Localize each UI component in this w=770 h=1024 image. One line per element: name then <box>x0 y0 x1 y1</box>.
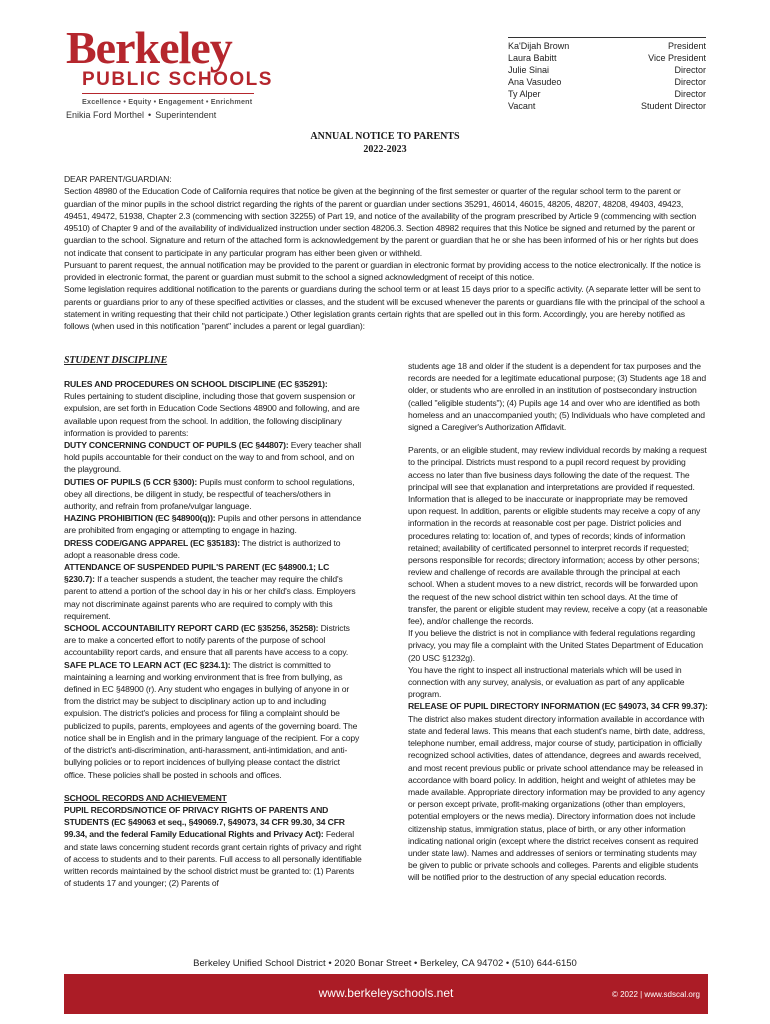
duty-heading: DUTY CONCERNING CONDUCT OF PUPILS (EC §44807): <box>64 440 289 451</box>
board-member-role: Student Director <box>640 101 706 111</box>
board-member-role: President <box>667 41 706 51</box>
logo-divider <box>82 93 254 94</box>
hazing-paragraph <box>64 512 362 536</box>
records-paragraph <box>64 804 362 889</box>
records-heading: PUPIL RECORDS/NOTICE OF PRIVACY RIGHTS OF PARENTS AND STUDENTS (EC §49063 et seq., §49069.7, §49073, 34 CFR 99.30, 34 CFR 99.34, and the federal Family Educational Rights and Privacy Act): <box>64 804 345 840</box>
board-member-role: Vice President <box>648 53 706 63</box>
board-member-name: Ka'Dijah Brown <box>508 41 570 51</box>
safe-place-body: The district is committed to maintaining a learning and working environment that is free from bullying, as defined in EC §48900 (r). Any student who engages in bullying of anyone in or from the district may be subject to disciplinary action up to and including expulsion. The district's policies and process for filing a complaint should be publicized to pupils, parents, employees and agents of the governing board. The notice shall be in English and in the primary language of the recipient. For a copy of the district's anti-discrimination, anti-harassment, anti-intimidation, and anti-bullying policies or to report incidences of bullying please contact the district office. These policies shall be posted in schools and offices. <box>64 659 360 780</box>
dress-heading: DRESS CODE/GANG APPAREL (EC §35183): <box>64 537 240 548</box>
board-member-role: Director <box>674 89 706 99</box>
section-title-discipline: STUDENT DISCIPLINE <box>64 355 168 366</box>
board-member-role: Director <box>674 77 706 87</box>
website-link[interactable]: www.berkeleyschools.net <box>318 986 454 1000</box>
section-title-records: SCHOOL RECORDS AND ACHIEVEMENT <box>64 792 227 803</box>
board-member-name: Ana Vasudeo <box>508 77 562 87</box>
board-row <box>508 100 706 112</box>
copyright-notice: © 2022 | www.sdscal.org <box>611 990 700 999</box>
sarc-paragraph <box>64 622 362 659</box>
dress-paragraph <box>64 537 362 561</box>
directory-info-paragraph <box>408 700 708 883</box>
logo-tagline: Excellence • Equity • Engagement • Enrichment <box>82 97 253 106</box>
district-logo <box>66 22 296 106</box>
board-row <box>508 64 706 76</box>
directory-info-body: The district also makes student directory information available in accordance with state and federal laws. This means that each student's name, birth date, address, telephone number, email address, major course of study, participation in officially recognized school activities, dates of attendance, degrees and awards received, and most recent previous public or private school attendance may be released in accordance with board policy. In addition, height and weight of athletes may be made available. Appropriate directory information may be provided to any agency or person except private, profit-making organizations (other than employers, potential employers or the news media). Directory information does not include citizenship status, immigration status, place of birth, or any other information indicating national origin (except where the district receives consent as required under state law). Names and addresses of seniors or terminating students may be given to public or private schools and colleges. Parents and eligible students will be notified prior to the destruction of any special education records. <box>408 713 705 883</box>
superintendent-title: Superintendent <box>155 110 217 120</box>
intro-section <box>64 173 708 332</box>
rules-body: Rules pertaining to student discipline, including those that govern suspension or expulsion, are set forth in Education Code Sections 48900 and following, and are available upon request from the school. In addition, the following disciplinary information is provided to parents: <box>64 391 360 438</box>
directory-info-heading: RELEASE OF PUPIL DIRECTORY INFORMATION (EC §49073, 34 CFR 99.37): <box>408 701 708 712</box>
duties-body: Pupils must conform to school regulations, obey all directions, be diligent in study, be respectful of teachers/others in authority, and refrain from profane/vulgar language. <box>64 476 355 512</box>
page-title: ANNUAL NOTICE TO PARENTS <box>310 131 460 142</box>
dress-body: The district is authorized to adopt a reasonable dress code. <box>64 537 341 560</box>
intro-paragraph: Some legislation requires additional notification to the parents or guardians during the school term or at least 15 days prior to a specific activity. (A separate letter will be sent to parents or guardians prior to any of these specified activities or classes, and the student will be excused whenever the parents or guardians file with the principal of the school a statement in writing requesting that their child not participate.) Other legislation grants certain rights that are spelled out in this form. Accordingly, you are hereby notified as follows (when used in this notification "parent" includes a parent or legal guardian): <box>64 284 705 331</box>
duty-body: Every teacher shall hold pupils accountable for their conduct on the way to and from school, and on the playground. <box>64 440 362 475</box>
sarc-body: Districts are to make a concerted effort to notify parents of the purpose of school accountability report cards, and ensure that all parents have access to a copy. <box>64 623 350 658</box>
records-body: Federal and state laws concerning student records grant certain rights of privacy and right of access to students and to their parents. Full access to all personally identifiable written records maintained by the school district must be granted to: (1) Parents of students 17 and younger; (2) Parents of <box>64 829 362 889</box>
right-column <box>408 360 708 884</box>
board-member-role: Director <box>674 65 706 75</box>
salutation: DEAR PARENT/GUARDIAN: <box>64 174 172 184</box>
board-members <box>508 37 706 112</box>
board-row <box>508 40 706 52</box>
logo-subtitle: PUBLIC SCHOOLS <box>82 69 273 90</box>
board-member-name: Laura Babitt <box>508 53 557 63</box>
footer-address: Berkeley Unified School District • 2020 Bonar Street • Berkeley, CA 94702 • (510) 644-6150 <box>193 958 577 969</box>
superintendent-line <box>66 110 216 120</box>
board-row <box>508 52 706 64</box>
left-column <box>64 354 362 889</box>
superintendent-name: Enikia Ford Morthel <box>66 110 145 120</box>
footer-bar <box>64 974 708 1014</box>
instructional-materials-paragraph: You have the right to inspect all instructional materials which will be used in connection with any survey, analysis, or evaluation as part of any applicable program. <box>408 664 685 700</box>
records-access-paragraph: students age 18 and older if the student is a dependent for tax purposes and the records are needed for a legitimate educational purpose; (3) Students age 18 and older, or students who are enrolled in an institution of postsecondary instruction (called "eligible students"); (4) Pupils age 14 and over who are identified as both homeless and an unaccompanied youth; (5) Individuals who have completed and signed a Caregiver's Authorization Affidavit. <box>408 361 707 433</box>
sarc-heading: SCHOOL ACCOUNTABILITY REPORT CARD (EC §35256, 35258): <box>64 623 319 634</box>
duties-paragraph <box>64 476 362 513</box>
attendance-heading: ATTENDANCE OF SUSPENDED PUPIL'S PARENT (EC §48900.1; LC §230.7): <box>64 562 330 585</box>
hazing-heading: HAZING PROHIBITION (EC §48900(q)): <box>64 513 216 524</box>
safe-place-paragraph <box>64 659 362 781</box>
rules-paragraph <box>64 378 362 439</box>
intro-paragraph: Section 48980 of the Education Code of California requires that notice be given at the beginning of the first semester or quarter of the regular school term to the parent or guardian of the minor pupils in the school district regarding the rights of the parent or guardian under sections 35291, 46014, 46015, 48205, 48207, 48208, 49403, 49423, 49451, 49472, 51938, Chapter 2.3 (commencing with section 32255) of Part 19, and notice of the availability of the program prescribed by Article 9 (commencing with section 49510) of Chapter 9 and of the availability of individualized instruction under section 48206.3. Section 48982 requires that this Notice be signed and returned by the parent or guardian to the school. Signature and return of the attached form is acknowledgement by the parent or guardian that he or she has been informed of his or her rights but does not indicate that consent to participate in any particular program has either been given or withheld. <box>64 186 699 258</box>
duty-paragraph <box>64 439 362 476</box>
school-year: 2022-2023 <box>363 144 407 155</box>
board-member-name: Vacant <box>508 101 536 111</box>
intro-paragraph: Pursuant to parent request, the annual notification may be provided to the parent or guardian in electronic format by providing access to the notice electronically. If the notice is provided in electronic format, the parent or guardian must submit to the school a signed acknowledgment of receipt of this notice. <box>64 259 701 282</box>
logo-wordmark: Berkeley <box>66 22 232 73</box>
board-row <box>508 88 706 100</box>
duties-heading: DUTIES OF PUPILS (5 CCR §300): <box>64 476 198 487</box>
bullet-icon: • <box>148 110 152 120</box>
records-review-paragraph: Parents, or an eligible student, may review individual records by making a request to the principal. Districts must respond to a pupil record request by providing access no later than five business days following the date of the request. The principal will see that explanation and interpretations are provided if requested. Information that is alleged to be inaccurate or inappropriate may be removed upon request. In addition, parents or eligible students may receive a copy of any information in the records at reasonable cost per page. District policies and procedures relating to: location of, and types of records; kinds of information retained; availability of certificated personnel to interpret records if requested; persons responsible for records; directory information; access by other persons; review and challenge of records are available through the principal at each school. When a student moves to a new district, records will be forwarded upon the request of the new school district within ten school days. At the time of transfer, the parent or eligible student may review, receive a copy (at a reasonable fee), and/or challenge the records. <box>408 445 708 627</box>
safe-place-heading: SAFE PLACE TO LEARN ACT (EC §234.1): <box>64 659 231 670</box>
attendance-paragraph <box>64 561 362 622</box>
attendance-body: If a teacher suspends a student, the teacher may require the child's parent to attend a portion of the school day in his or her child's class. Employers may not discriminate against parents who are required to comply with this requirement. <box>64 574 356 621</box>
rules-heading: RULES AND PROCEDURES ON SCHOOL DISCIPLINE (EC §35291): <box>64 379 328 389</box>
board-member-name: Julie Sinai <box>508 65 550 75</box>
board-row <box>508 76 706 88</box>
hazing-body: Pupils and other persons in attendance are prohibited from engaging or attempting to engage in hazing. <box>64 513 362 536</box>
privacy-complaint-paragraph: If you believe the district is not in compliance with federal regulations regarding privacy, you may file a complaint with the United States Department of Education (20 USC §1232g). <box>408 628 703 663</box>
board-member-name: Ty Alper <box>508 89 541 99</box>
